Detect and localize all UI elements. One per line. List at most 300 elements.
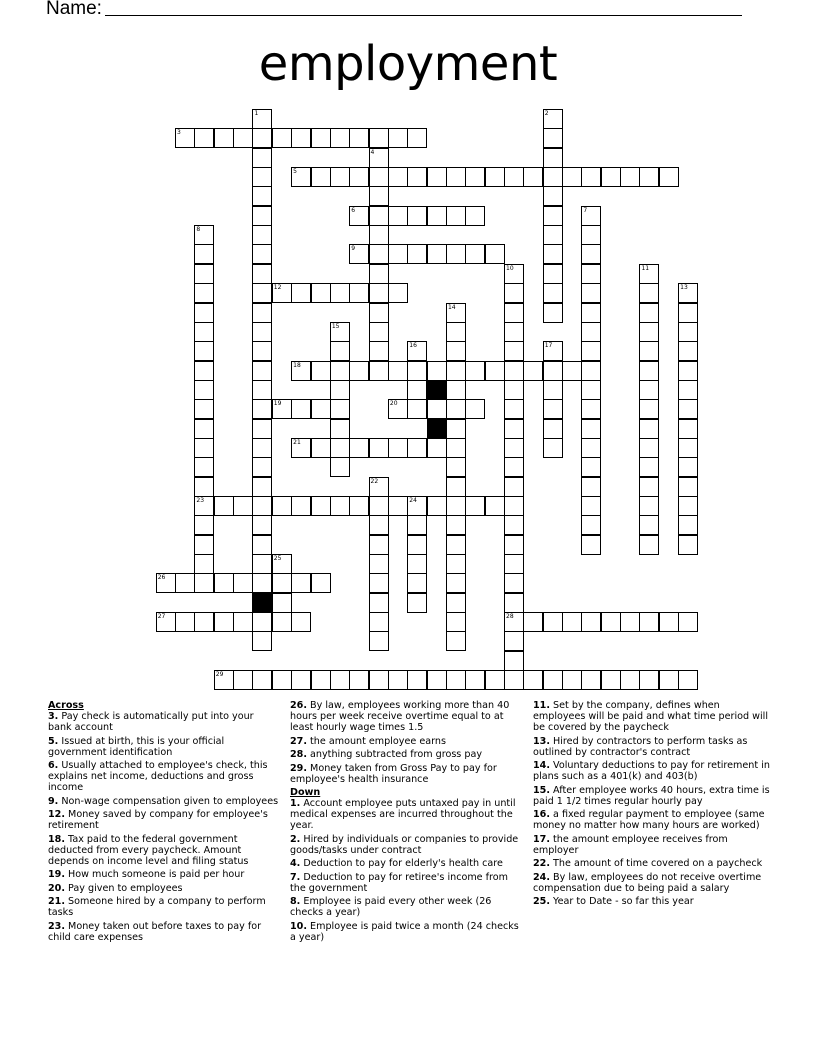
grid-cell[interactable] — [194, 264, 214, 284]
grid-cell[interactable] — [446, 515, 466, 535]
grid-cell[interactable] — [369, 186, 389, 206]
grid-cell[interactable] — [194, 612, 214, 632]
grid-cell[interactable] — [446, 457, 466, 477]
grid-cell[interactable] — [504, 341, 524, 361]
grid-cell[interactable] — [252, 303, 272, 323]
grid-cell[interactable] — [291, 438, 311, 458]
grid-cell[interactable] — [678, 341, 698, 361]
grid-cell[interactable] — [388, 167, 408, 187]
grid-cell[interactable] — [233, 612, 253, 632]
grid-cell[interactable] — [639, 264, 659, 284]
grid-cell[interactable] — [311, 361, 331, 381]
grid-cell[interactable] — [214, 496, 234, 516]
grid-cell[interactable] — [465, 496, 485, 516]
grid-cell[interactable] — [446, 631, 466, 651]
grid-cell[interactable] — [427, 167, 447, 187]
grid-cell[interactable] — [388, 670, 408, 690]
grid-cell[interactable] — [678, 670, 698, 690]
grid-cell[interactable] — [601, 670, 621, 690]
grid-cell[interactable] — [407, 670, 427, 690]
grid-cell[interactable] — [523, 361, 543, 381]
grid-cell[interactable] — [446, 322, 466, 342]
grid-cell[interactable] — [272, 612, 292, 632]
grid-cell[interactable] — [504, 670, 524, 690]
grid-cell[interactable] — [194, 438, 214, 458]
grid-cell[interactable] — [311, 670, 331, 690]
grid-cell[interactable] — [543, 206, 563, 226]
grid-cell[interactable] — [311, 399, 331, 419]
grid-cell[interactable] — [581, 361, 601, 381]
grid-cell[interactable] — [311, 438, 331, 458]
grid-cell[interactable] — [252, 457, 272, 477]
grid-cell[interactable] — [252, 341, 272, 361]
grid-cell[interactable] — [291, 612, 311, 632]
grid-cell[interactable] — [369, 535, 389, 555]
grid-cell[interactable] — [639, 515, 659, 535]
grid-cell[interactable] — [465, 244, 485, 264]
grid-cell[interactable] — [427, 206, 447, 226]
grid-cell[interactable] — [581, 206, 601, 226]
grid-cell[interactable] — [639, 361, 659, 381]
grid-cell[interactable] — [194, 128, 214, 148]
grid-cell[interactable] — [543, 109, 563, 129]
grid-cell[interactable] — [233, 670, 253, 690]
grid-cell[interactable] — [272, 128, 292, 148]
grid-cell[interactable] — [639, 438, 659, 458]
grid-cell[interactable] — [427, 496, 447, 516]
grid-cell[interactable] — [504, 457, 524, 477]
grid-cell[interactable] — [369, 477, 389, 497]
grid-cell[interactable] — [543, 419, 563, 439]
grid-cell[interactable] — [194, 361, 214, 381]
grid-cell[interactable] — [252, 264, 272, 284]
grid-cell[interactable] — [601, 167, 621, 187]
grid-cell[interactable] — [407, 593, 427, 613]
grid-cell[interactable] — [678, 515, 698, 535]
grid-cell[interactable] — [620, 670, 640, 690]
grid-cell[interactable] — [639, 399, 659, 419]
grid-cell[interactable] — [369, 361, 389, 381]
grid-cell[interactable] — [369, 322, 389, 342]
grid-cell[interactable] — [214, 573, 234, 593]
grid-cell[interactable] — [369, 515, 389, 535]
grid-cell[interactable] — [214, 670, 234, 690]
grid-cell[interactable] — [678, 612, 698, 632]
grid-cell[interactable] — [194, 322, 214, 342]
grid-cell[interactable] — [543, 264, 563, 284]
grid-cell[interactable] — [639, 322, 659, 342]
grid-cell[interactable] — [272, 554, 292, 574]
grid-cell[interactable] — [330, 361, 350, 381]
grid-cell[interactable] — [175, 573, 195, 593]
grid-cell[interactable] — [291, 361, 311, 381]
grid-cell[interactable] — [194, 515, 214, 535]
grid-cell[interactable] — [427, 670, 447, 690]
grid-cell[interactable] — [504, 477, 524, 497]
grid-cell[interactable] — [601, 612, 621, 632]
grid-cell[interactable] — [252, 380, 272, 400]
grid-cell[interactable] — [543, 148, 563, 168]
grid-cell[interactable] — [330, 419, 350, 439]
grid-cell[interactable] — [620, 612, 640, 632]
grid-cell[interactable] — [156, 573, 176, 593]
grid-cell[interactable] — [543, 361, 563, 381]
grid-cell[interactable] — [678, 457, 698, 477]
grid-cell[interactable] — [446, 554, 466, 574]
grid-cell[interactable] — [194, 399, 214, 419]
grid-cell[interactable] — [349, 670, 369, 690]
grid-cell[interactable] — [678, 283, 698, 303]
grid-cell[interactable] — [446, 341, 466, 361]
grid-cell[interactable] — [543, 283, 563, 303]
grid-cell[interactable] — [175, 612, 195, 632]
grid-cell[interactable] — [639, 496, 659, 516]
grid-cell[interactable] — [407, 496, 427, 516]
grid-cell[interactable] — [543, 670, 563, 690]
grid-cell[interactable] — [678, 419, 698, 439]
grid-cell[interactable] — [407, 554, 427, 574]
grid-cell[interactable] — [446, 670, 466, 690]
grid-cell[interactable] — [349, 128, 369, 148]
grid-cell[interactable] — [543, 380, 563, 400]
grid-cell[interactable] — [504, 593, 524, 613]
grid-cell[interactable] — [369, 554, 389, 574]
grid-cell[interactable] — [639, 341, 659, 361]
grid-cell[interactable] — [678, 322, 698, 342]
grid-cell[interactable] — [504, 496, 524, 516]
grid-cell[interactable] — [562, 670, 582, 690]
grid-cell[interactable] — [465, 361, 485, 381]
grid-cell[interactable] — [562, 361, 582, 381]
grid-cell[interactable] — [543, 244, 563, 264]
grid-cell[interactable] — [272, 670, 292, 690]
grid-cell[interactable] — [272, 399, 292, 419]
grid-cell[interactable] — [252, 206, 272, 226]
grid-cell[interactable] — [504, 515, 524, 535]
grid-cell[interactable] — [446, 477, 466, 497]
grid-cell[interactable] — [446, 612, 466, 632]
grid-cell[interactable] — [659, 612, 679, 632]
grid-cell[interactable] — [388, 128, 408, 148]
grid-cell[interactable] — [543, 399, 563, 419]
grid-cell[interactable] — [543, 438, 563, 458]
grid-cell[interactable] — [523, 612, 543, 632]
grid-cell[interactable] — [252, 225, 272, 245]
grid-cell[interactable] — [349, 496, 369, 516]
grid-cell[interactable] — [388, 399, 408, 419]
grid-cell[interactable] — [427, 399, 447, 419]
grid-cell[interactable] — [407, 341, 427, 361]
grid-cell[interactable] — [330, 128, 350, 148]
grid-cell[interactable] — [639, 167, 659, 187]
grid-cell[interactable] — [659, 670, 679, 690]
grid-cell[interactable] — [504, 419, 524, 439]
grid-cell[interactable] — [543, 128, 563, 148]
grid-cell[interactable] — [272, 573, 292, 593]
grid-cell[interactable] — [446, 206, 466, 226]
grid-cell[interactable] — [252, 186, 272, 206]
grid-cell[interactable] — [678, 361, 698, 381]
grid-cell[interactable] — [330, 167, 350, 187]
grid-cell[interactable] — [369, 593, 389, 613]
grid-cell[interactable] — [330, 341, 350, 361]
grid-cell[interactable] — [369, 283, 389, 303]
grid-cell[interactable] — [252, 283, 272, 303]
grid-cell[interactable] — [252, 477, 272, 497]
grid-cell[interactable] — [407, 380, 427, 400]
grid-cell[interactable] — [369, 670, 389, 690]
grid-cell[interactable] — [252, 167, 272, 187]
grid-cell[interactable] — [485, 361, 505, 381]
grid-cell[interactable] — [581, 167, 601, 187]
grid-cell[interactable] — [369, 631, 389, 651]
grid-cell[interactable] — [407, 399, 427, 419]
grid-cell[interactable] — [581, 399, 601, 419]
grid-cell[interactable] — [581, 244, 601, 264]
grid-cell[interactable] — [388, 438, 408, 458]
grid-cell[interactable] — [233, 496, 253, 516]
grid-cell[interactable] — [581, 438, 601, 458]
grid-cell[interactable] — [465, 670, 485, 690]
grid-cell[interactable] — [291, 670, 311, 690]
grid-cell[interactable] — [291, 399, 311, 419]
grid-cell[interactable] — [369, 573, 389, 593]
grid-cell[interactable] — [291, 167, 311, 187]
grid-cell[interactable] — [620, 167, 640, 187]
grid-cell[interactable] — [504, 631, 524, 651]
grid-cell[interactable] — [252, 670, 272, 690]
grid-cell[interactable] — [369, 438, 389, 458]
grid-cell[interactable] — [504, 651, 524, 671]
grid-cell[interactable] — [446, 361, 466, 381]
grid-cell[interactable] — [330, 380, 350, 400]
grid-cell[interactable] — [194, 496, 214, 516]
grid-cell[interactable] — [446, 244, 466, 264]
grid-cell[interactable] — [639, 457, 659, 477]
grid-cell[interactable] — [388, 361, 408, 381]
grid-cell[interactable] — [252, 419, 272, 439]
grid-cell[interactable] — [678, 496, 698, 516]
grid-cell[interactable] — [330, 457, 350, 477]
grid-cell[interactable] — [504, 167, 524, 187]
grid-cell[interactable] — [252, 535, 272, 555]
grid-cell[interactable] — [504, 361, 524, 381]
grid-cell[interactable] — [427, 244, 447, 264]
grid-cell[interactable] — [581, 322, 601, 342]
grid-cell[interactable] — [504, 612, 524, 632]
grid-cell[interactable] — [562, 612, 582, 632]
grid-cell[interactable] — [194, 419, 214, 439]
grid-cell[interactable] — [330, 438, 350, 458]
grid-cell[interactable] — [504, 380, 524, 400]
grid-cell[interactable] — [330, 496, 350, 516]
grid-cell[interactable] — [369, 128, 389, 148]
grid-cell[interactable] — [388, 496, 408, 516]
grid-cell[interactable] — [349, 206, 369, 226]
grid-cell[interactable] — [581, 477, 601, 497]
grid-cell[interactable] — [485, 167, 505, 187]
grid-cell[interactable] — [581, 283, 601, 303]
grid-cell[interactable] — [194, 244, 214, 264]
grid-cell[interactable] — [446, 419, 466, 439]
grid-cell[interactable] — [349, 167, 369, 187]
grid-cell[interactable] — [639, 535, 659, 555]
grid-cell[interactable] — [194, 225, 214, 245]
grid-cell[interactable] — [369, 244, 389, 264]
grid-cell[interactable] — [446, 167, 466, 187]
grid-cell[interactable] — [194, 535, 214, 555]
grid-cell[interactable] — [407, 361, 427, 381]
grid-cell[interactable] — [446, 573, 466, 593]
grid-cell[interactable] — [639, 477, 659, 497]
grid-cell[interactable] — [581, 341, 601, 361]
grid-cell[interactable] — [311, 167, 331, 187]
grid-cell[interactable] — [252, 554, 272, 574]
grid-cell[interactable] — [407, 515, 427, 535]
grid-cell[interactable] — [369, 341, 389, 361]
grid-cell[interactable] — [369, 148, 389, 168]
grid-cell[interactable] — [252, 573, 272, 593]
grid-cell[interactable] — [523, 670, 543, 690]
grid-cell[interactable] — [562, 167, 582, 187]
grid-cell[interactable] — [581, 264, 601, 284]
grid-cell[interactable] — [446, 535, 466, 555]
grid-cell[interactable] — [446, 380, 466, 400]
grid-cell[interactable] — [252, 496, 272, 516]
grid-cell[interactable] — [543, 186, 563, 206]
grid-cell[interactable] — [446, 438, 466, 458]
grid-cell[interactable] — [194, 457, 214, 477]
grid-cell[interactable] — [369, 612, 389, 632]
grid-cell[interactable] — [252, 631, 272, 651]
grid-cell[interactable] — [388, 206, 408, 226]
grid-cell[interactable] — [639, 380, 659, 400]
grid-cell[interactable] — [330, 670, 350, 690]
grid-cell[interactable] — [581, 457, 601, 477]
grid-cell[interactable] — [678, 380, 698, 400]
grid-cell[interactable] — [504, 554, 524, 574]
grid-cell[interactable] — [369, 225, 389, 245]
grid-cell[interactable] — [581, 419, 601, 439]
grid-cell[interactable] — [233, 128, 253, 148]
grid-cell[interactable] — [369, 496, 389, 516]
grid-cell[interactable] — [311, 128, 331, 148]
grid-cell[interactable] — [543, 341, 563, 361]
grid-cell[interactable] — [194, 380, 214, 400]
grid-cell[interactable] — [330, 283, 350, 303]
grid-cell[interactable] — [485, 244, 505, 264]
grid-cell[interactable] — [194, 573, 214, 593]
grid-cell[interactable] — [678, 399, 698, 419]
grid-cell[interactable] — [465, 399, 485, 419]
grid-cell[interactable] — [504, 399, 524, 419]
grid-cell[interactable] — [639, 670, 659, 690]
grid-cell[interactable] — [252, 322, 272, 342]
grid-cell[interactable] — [581, 612, 601, 632]
grid-cell[interactable] — [446, 496, 466, 516]
grid-cell[interactable] — [504, 264, 524, 284]
grid-cell[interactable] — [504, 322, 524, 342]
grid-cell[interactable] — [678, 535, 698, 555]
grid-cell[interactable] — [446, 593, 466, 613]
grid-cell[interactable] — [214, 612, 234, 632]
grid-cell[interactable] — [407, 573, 427, 593]
grid-cell[interactable] — [427, 361, 447, 381]
grid-cell[interactable] — [639, 419, 659, 439]
grid-cell[interactable] — [639, 283, 659, 303]
grid-cell[interactable] — [407, 438, 427, 458]
grid-cell[interactable] — [156, 612, 176, 632]
grid-cell[interactable] — [349, 283, 369, 303]
grid-cell[interactable] — [581, 380, 601, 400]
grid-cell[interactable] — [427, 438, 447, 458]
grid-cell[interactable] — [388, 283, 408, 303]
grid-cell[interactable] — [194, 477, 214, 497]
grid-cell[interactable] — [252, 612, 272, 632]
grid-cell[interactable] — [252, 361, 272, 381]
grid-cell[interactable] — [272, 283, 292, 303]
grid-cell[interactable] — [659, 167, 679, 187]
grid-cell[interactable] — [330, 322, 350, 342]
grid-cell[interactable] — [407, 535, 427, 555]
grid-cell[interactable] — [252, 438, 272, 458]
grid-cell[interactable] — [194, 341, 214, 361]
grid-cell[interactable] — [311, 496, 331, 516]
grid-cell[interactable] — [369, 167, 389, 187]
grid-cell[interactable] — [465, 206, 485, 226]
grid-cell[interactable] — [252, 399, 272, 419]
grid-cell[interactable] — [678, 438, 698, 458]
grid-cell[interactable] — [369, 303, 389, 323]
grid-cell[interactable] — [349, 244, 369, 264]
grid-cell[interactable] — [272, 593, 292, 613]
grid-cell[interactable] — [543, 612, 563, 632]
grid-cell[interactable] — [504, 573, 524, 593]
grid-cell[interactable] — [233, 573, 253, 593]
grid-cell[interactable] — [252, 128, 272, 148]
grid-cell[interactable] — [311, 283, 331, 303]
grid-cell[interactable] — [581, 496, 601, 516]
grid-cell[interactable] — [369, 206, 389, 226]
grid-cell[interactable] — [407, 206, 427, 226]
grid-cell[interactable] — [194, 303, 214, 323]
grid-cell[interactable] — [581, 670, 601, 690]
grid-cell[interactable] — [504, 535, 524, 555]
grid-cell[interactable] — [272, 496, 292, 516]
grid-cell[interactable] — [407, 244, 427, 264]
grid-cell[interactable] — [581, 535, 601, 555]
grid-cell[interactable] — [446, 399, 466, 419]
grid-cell[interactable] — [330, 399, 350, 419]
grid-cell[interactable] — [504, 283, 524, 303]
grid-cell[interactable] — [543, 303, 563, 323]
grid-cell[interactable] — [485, 496, 505, 516]
grid-cell[interactable] — [407, 167, 427, 187]
grid-cell[interactable] — [369, 264, 389, 284]
grid-cell[interactable] — [311, 573, 331, 593]
grid-cell[interactable] — [349, 438, 369, 458]
grid-cell[interactable] — [252, 515, 272, 535]
grid-cell[interactable] — [252, 109, 272, 129]
grid-cell[interactable] — [349, 361, 369, 381]
grid-cell[interactable] — [446, 303, 466, 323]
grid-cell[interactable] — [581, 303, 601, 323]
grid-cell[interactable] — [581, 225, 601, 245]
grid-cell[interactable] — [678, 477, 698, 497]
grid-cell[interactable] — [639, 303, 659, 323]
grid-cell[interactable] — [504, 303, 524, 323]
grid-cell[interactable] — [485, 670, 505, 690]
